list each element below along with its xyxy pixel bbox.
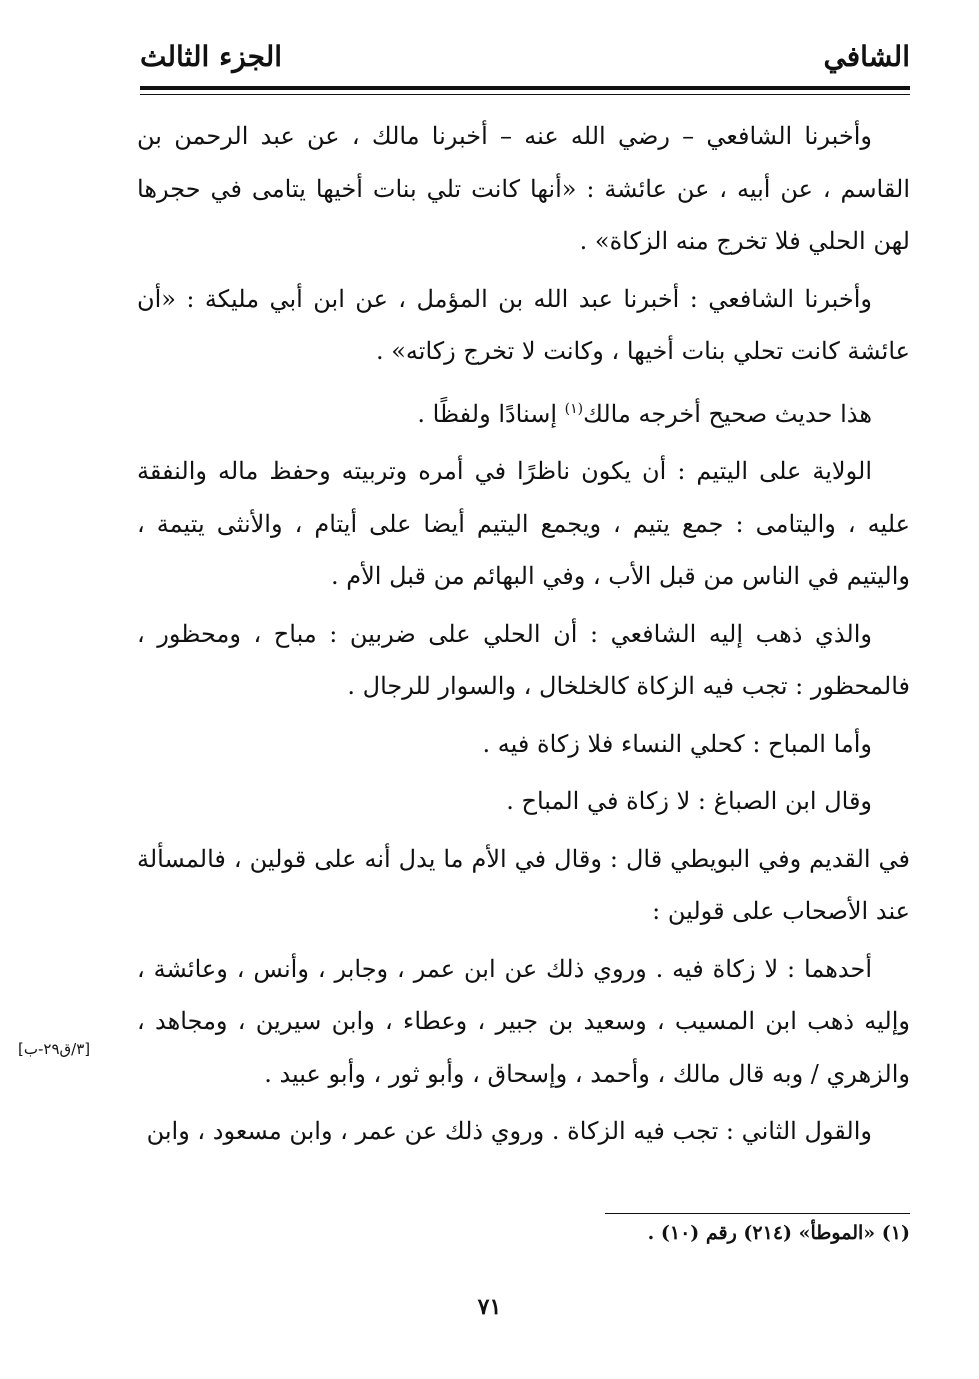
running-header [140,40,910,80]
volume-label: الجزء الثالث [140,40,283,73]
paragraph: أحدهما : لا زكاة فيه . وروي ذلك عن ابن عمر ، وجابر ، وأنس ، وعائشة ، وإليه ذهب ابن المسيب ، وسعيد بن جبير ، وعطاء ، وابن سيرين ، ومجاهد ، والزهري / وبه قال مالك ، وأحمد ، وإسحاق ، وأبو ثور ، وأبو عبيد . [137,954,910,1088]
paragraph: والذي ذهب إليه الشافعي : أن الحلي على ضربين : مباح ، ومحظور ، فالمحظور : تجب فيه الزكاة كالخلخال ، والسوار للرجال . [137,619,910,700]
header-rule-thin [140,94,910,95]
hadith-note-tail: إسنادًا ولفظًا . [417,399,565,428]
paragraph: وأما المباح : كحلي النساء فلا زكاة فيه . [482,729,872,758]
hadith-note [137,383,910,441]
paragraph: الولاية على اليتيم : أن يكون ناظرًا في أمره وتربيته وحفظ ماله والنفقة عليه ، واليتامى : جمع يتيم ، ويجمع اليتيم أيضا على أيتام ، والأنثى يتيمة ، واليتيم في الناس من قبل الأب ، وفي البهائم من قبل الأم . [137,457,910,590]
paragraph: والقول الثاني : تجب فيه الزكاة . وروي ذلك عن عمر ، وابن مسعود ، وابن [146,1117,872,1145]
body-text [137,110,910,1163]
footnote: (١) «الموطأ» (٢١٤) رقم (١٠) . [647,1222,910,1244]
footnote-marker: (١) [564,400,584,417]
footnote-separator [605,1213,910,1214]
page-number: ٧١ [477,1294,502,1320]
paragraph: وأخبرنا الشافعي : أخبرنا عبد الله بن المؤمل ، عن ابن أبي مليكة : «أن عائشة كانت تحلي بنات أخيها ، وكانت لا تخرج زكاته» . [137,284,910,365]
header-rule-thick [140,86,910,90]
hadith-note-text: هذا حديث صحيح أخرجه مالك [583,399,872,428]
book-title: الشافي [823,40,910,73]
manuscript-folio-reference: [٣/ق٢٩-ب] [18,1040,91,1058]
paragraph: وقال ابن الصباغ : لا زكاة في المباح . [506,787,872,815]
paragraph: وأخبرنا الشافعي – رضي الله عنه – أخبرنا مالك ، عن عبد الرحمن بن القاسم ، عن أبيه ، عن عائشة : «أنها كانت تلي بنات أخيها يتامى في حجرها لهن الحلي فلا تخرج منه الزكاة» . [137,122,910,255]
paragraph: في القديم وفي البويطي قال : وقال في الأم ما يدل أنه على قولين ، فالمسألة عند الأصحاب على قولين : [137,844,910,925]
